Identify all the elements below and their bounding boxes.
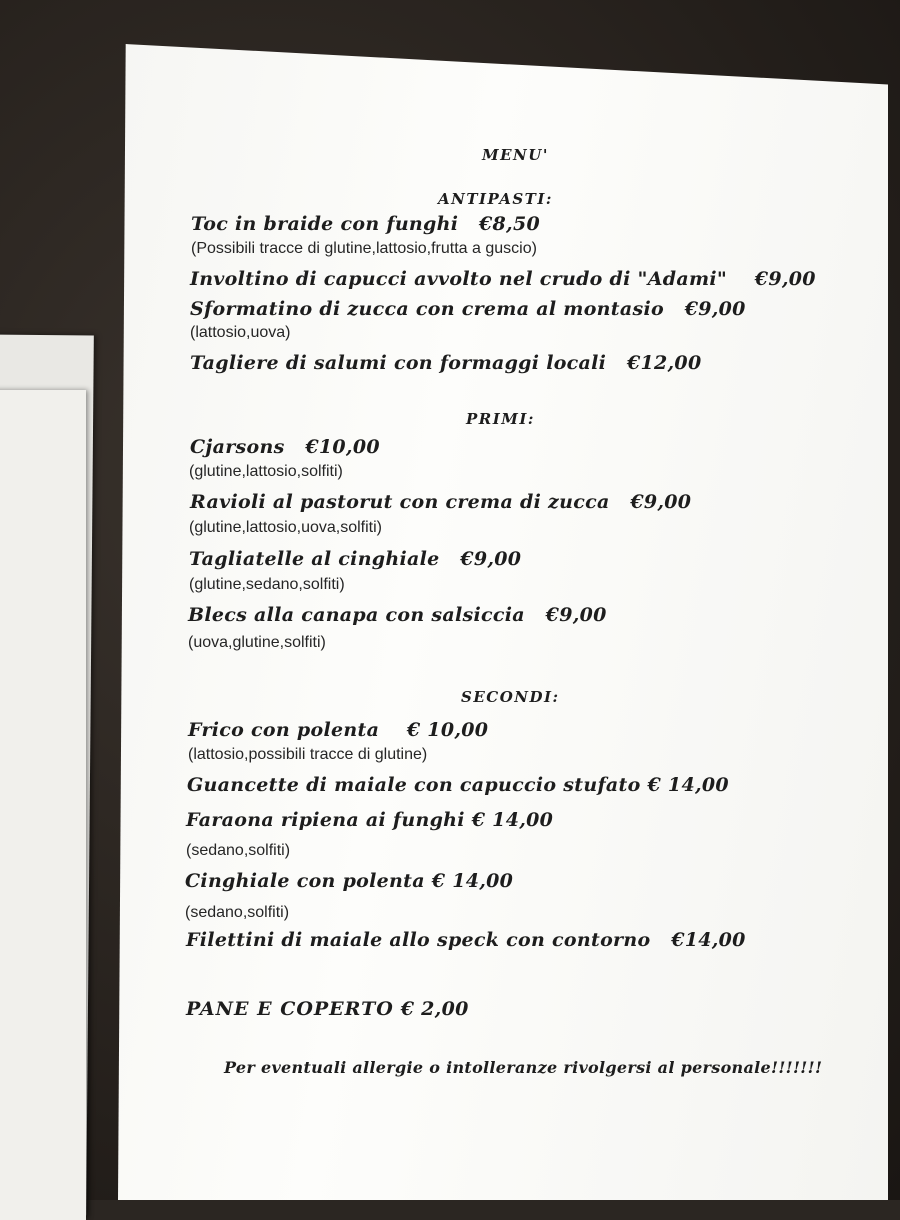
item-price: €9,00 bbox=[684, 298, 746, 320]
item-name: Toc in braide con funghi bbox=[191, 213, 459, 235]
item-price: €9,00 bbox=[545, 604, 607, 626]
menu-item bbox=[190, 436, 380, 458]
item-allergens: (sedano,solfiti) bbox=[186, 842, 291, 859]
item-allergens: (glutine,lattosio,solfiti) bbox=[189, 463, 343, 480]
item-name: Cinghiale con polenta bbox=[185, 870, 425, 892]
item-name: Tagliere di salumi con formaggi locali bbox=[190, 352, 607, 374]
item-name: Faraona ripiena ai funghi bbox=[186, 809, 465, 831]
menu-item bbox=[188, 604, 607, 626]
cover-charge-price: € 2,00 bbox=[400, 998, 469, 1020]
menu-item bbox=[190, 268, 816, 290]
section-heading-antipasti: ANTIPASTI: bbox=[438, 190, 553, 208]
item-price: €9,00 bbox=[754, 268, 816, 290]
section-heading-secondi: SECONDI: bbox=[461, 688, 560, 706]
item-allergens: (lattosio,possibili tracce di glutine) bbox=[188, 746, 428, 763]
menu-item bbox=[190, 491, 691, 513]
item-price: €8,50 bbox=[479, 213, 541, 235]
item-name: Blecs alla canapa con salsiccia bbox=[188, 604, 525, 626]
item-allergens: (uova,glutine,solfiti) bbox=[188, 634, 326, 651]
item-name: Guancette di maiale con capuccio stufato bbox=[187, 774, 641, 796]
section-heading-primi: PRIMI: bbox=[466, 410, 535, 428]
menu-item bbox=[185, 870, 513, 892]
item-name: Frico con polenta bbox=[188, 719, 380, 741]
item-allergens: (glutine,sedano,solfiti) bbox=[189, 576, 345, 593]
cover-charge-label: PANE E COPERTO bbox=[186, 998, 394, 1020]
item-allergens: (sedano,solfiti) bbox=[185, 904, 290, 921]
menu-item bbox=[186, 809, 553, 831]
item-price: €10,00 bbox=[305, 436, 380, 458]
menu-item bbox=[190, 298, 746, 320]
menu-item bbox=[189, 548, 521, 570]
item-name: Cjarsons bbox=[190, 436, 285, 458]
item-name: Sformatino di zucca con crema al montasio bbox=[190, 298, 664, 320]
item-price: €12,00 bbox=[626, 352, 702, 374]
item-price: €9,00 bbox=[630, 491, 692, 513]
item-price: € 10,00 bbox=[406, 719, 489, 741]
item-name: Filettini di maiale allo speck con contorno bbox=[186, 929, 651, 951]
menu-item bbox=[187, 774, 729, 796]
menu-item bbox=[191, 213, 540, 235]
item-allergens: (lattosio,uova) bbox=[190, 324, 291, 341]
item-price: € 14,00 bbox=[431, 870, 514, 892]
item-name: Involtino di capucci avvolto nel crudo di "Adami" bbox=[190, 268, 728, 290]
menu-item bbox=[188, 719, 488, 741]
menu-item bbox=[186, 929, 746, 951]
item-price: €9,00 bbox=[460, 548, 522, 570]
footer-note: Per eventuali allergie o intolleranze rivolgersi al personale!!!!!!! bbox=[224, 1058, 823, 1077]
item-allergens: (Possibili tracce di glutine,lattosio,frutta a guscio) bbox=[191, 240, 537, 257]
item-price: € 14,00 bbox=[471, 809, 554, 831]
item-name: Tagliatelle al cinghiale bbox=[189, 548, 440, 570]
menu-title: MENU' bbox=[482, 146, 549, 164]
item-name: Ravioli al pastorut con crema di zucca bbox=[190, 491, 610, 513]
item-allergens: (glutine,lattosio,uova,solfiti) bbox=[189, 519, 382, 536]
cover-charge bbox=[186, 998, 469, 1020]
item-price: €14,00 bbox=[671, 929, 746, 951]
item-price: € 14,00 bbox=[647, 774, 729, 796]
background-paper-sheet-front bbox=[0, 390, 86, 1220]
menu-item bbox=[190, 352, 701, 374]
